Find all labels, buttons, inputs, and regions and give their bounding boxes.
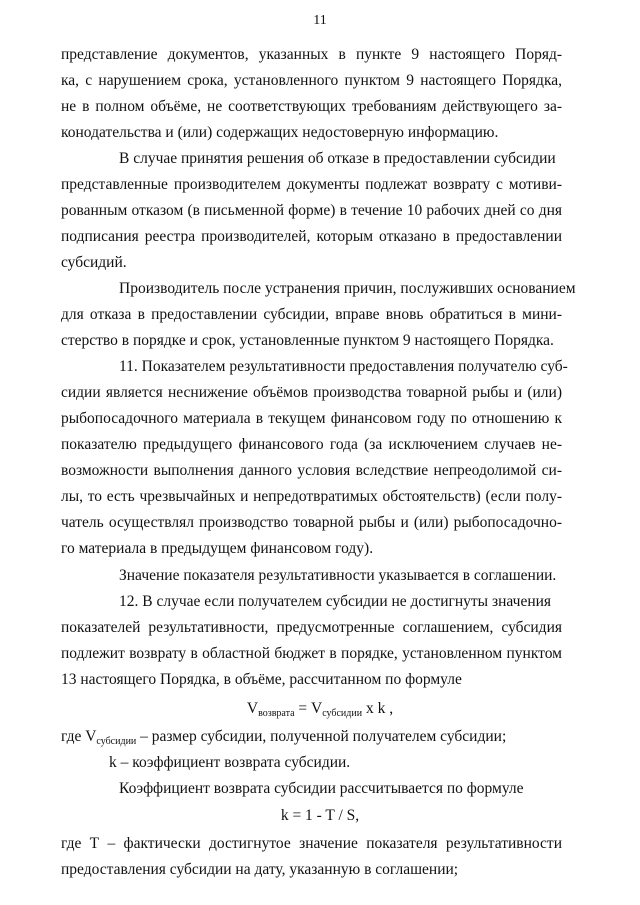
text-line: представленные производителем документы подлежат возврату с мотиви- — [61, 176, 562, 193]
text-line: для отказа в предоставлении субсидии, вправе вновь обратиться в мини- — [61, 306, 562, 323]
text-line: k – коэффициент возврата субсидии. — [109, 754, 351, 771]
page-number: 11 — [313, 13, 327, 28]
paragraph-start-line: Коэффициент возврата субсидии рассчитывается по формуле — [119, 780, 524, 797]
text-line: не в полном объёме, не соответствующих требованиям действующего за- — [61, 98, 562, 115]
text-line: предоставления субсидии на дату, указанную в соглашении; — [61, 861, 459, 878]
paragraph-start-line: 12. В случае если получателем субсидии не достигнуты значения — [119, 593, 552, 610]
text-line: подлежит возврату в областной бюджет в порядке, установленном пунктом — [61, 645, 562, 662]
text-line: ка, с нарушением срока, установленного пунктом 9 настоящего Порядка, — [61, 72, 562, 89]
text-line: подписания реестра производителей, которым отказано в предоставлении — [61, 228, 562, 245]
text-line: показателю предыдущего финансового года (за исключением случаев не- — [61, 436, 562, 453]
paragraph-start-line: Производитель после устранения причин, послуживших основанием — [119, 280, 576, 297]
text-line: возможности выполнения данного условия вследствие непреодолимой си- — [61, 462, 562, 479]
text-line: конодательства и (или) содержащих недостоверную информацию. — [61, 124, 499, 141]
text-line: рованным отказом (в письменной форме) в течение 10 рабочих дней со дня — [61, 202, 562, 219]
text-line: 13 настоящего Порядка, в объёме, рассчитанном по формуле — [61, 671, 462, 688]
text-line: го материала в предыдущем финансовом году). — [61, 540, 374, 557]
formula-k: k = 1 - T / S, — [280, 807, 360, 824]
paragraph-start-line: В случае принятия решения об отказе в предоставлении субсидии — [119, 150, 556, 167]
paragraph-start-line: 11. Показателем результативности предоставления получателю суб- — [119, 358, 568, 375]
text-line: лы, то есть чрезвычайных и непредотвратимых обстоятельств) (если полу- — [61, 488, 562, 505]
text-line: стерство в порядке и срок, установленные пунктом 9 настоящего Порядка. — [61, 332, 554, 349]
text-line: представление документов, указанных в пункте 9 настоящего Поряд- — [61, 46, 562, 63]
where-line: где $V_{субсидии}$ – размер субсидии, полученной получателем субсидии; — [61, 728, 507, 747]
paragraph-start-line: Значение показателя результативности указывается в соглашении. — [119, 567, 557, 584]
text-line: рыбопосадочного материала в текущем финансовом году по отношению к — [61, 410, 562, 427]
text-line: чатель осуществлял производство товарной рыбы и (или) рыбопосадочно- — [61, 514, 562, 531]
formula-v-vozvrata: $V_{возврата} = V_{субсидии}$ x k , — [246, 700, 394, 719]
text-line: показателей результативности, предусмотренные соглашением, субсидия — [61, 619, 562, 636]
text-line: сидии является неснижение объёмов производства товарной рыбы и (или) — [61, 384, 562, 401]
text-line: субсидий. — [61, 254, 127, 271]
text-line: где Т – фактически достигнутое значение показателя результативности — [61, 835, 562, 852]
